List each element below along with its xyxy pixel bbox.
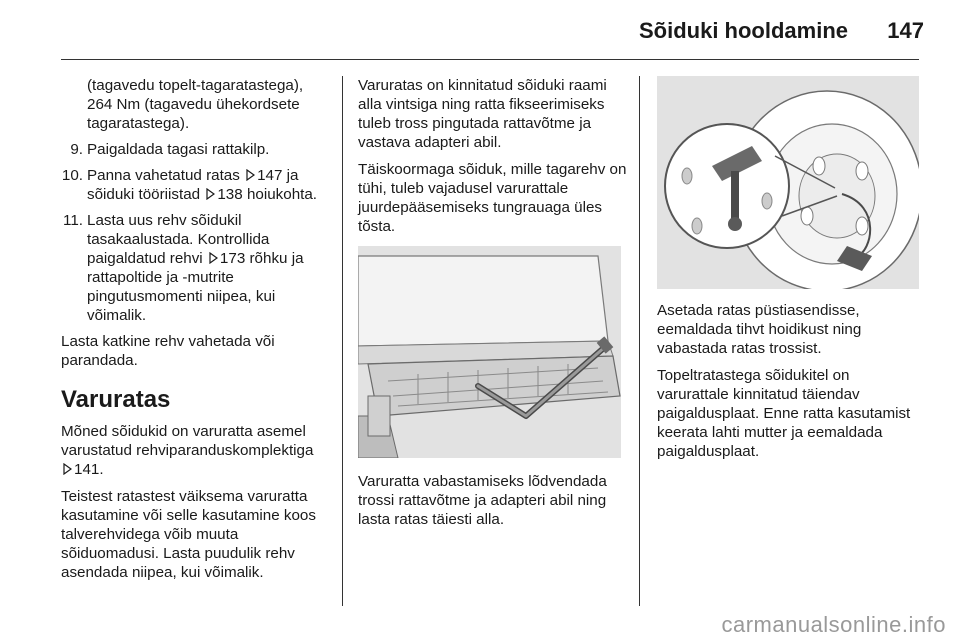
page-reference-link[interactable]: 173	[219, 250, 246, 267]
step-text: Paigaldada tagasi rattakilp.	[87, 141, 270, 158]
spare-wheel-cable-illustration	[657, 76, 919, 289]
step-text: rõhku ja rattapoltide ja -mutrite pingutusmomenti niipea, kui võimalik.	[87, 250, 304, 324]
figure-caption: Varuratta vabastamiseks lõdvendada trossi rattavõtme ja adapteri abil ning lasta ratas täiesti alla.	[358, 473, 607, 528]
step-number: 11.	[63, 212, 83, 229]
column-3	[657, 76, 919, 469]
step-number: 9.	[70, 141, 83, 158]
page-reference-link[interactable]: 147	[257, 167, 283, 184]
watermark: carmanualsonline.info	[721, 612, 946, 637]
page-reference-link[interactable]: 138	[217, 186, 243, 203]
spare-kit-paragraph	[61, 422, 329, 479]
column-2	[358, 76, 628, 537]
page-number: 147	[887, 18, 924, 43]
smaller-spare-paragraph: Teistest ratastest väiksema varuratta kasutamine või selle kasutamine koos talverehvidega võib muuta sõiduomadusi. Lasta puudulik rehv asendada niipea, kui võimalik.	[61, 488, 316, 581]
step-11	[61, 211, 329, 325]
column-divider-1	[342, 76, 343, 606]
upright-paragraph: Asetada ratas püstiasendisse, eemaldada tihvt hoidikust ning vabastada ratas trossist.	[657, 302, 862, 357]
paragraph-text: Mõned sõidukid on varuratta asemel varustatud rehviparanduskomplektiga	[61, 423, 314, 459]
header-rule	[61, 59, 919, 60]
page-reference-link[interactable]: 141.	[74, 461, 104, 478]
repair-paragraph: Lasta katkine rehv vahetada või parandada.	[61, 333, 275, 369]
wrench-under-vehicle-illustration	[358, 246, 621, 458]
page-reference-icon	[209, 252, 218, 264]
step-8-continuation: (tagavedu topelt-tagaratastega), 264 Nm (tagavedu ühekordsete tagaratastega).	[87, 77, 304, 132]
step-9	[61, 140, 329, 159]
wheel-illustration-svg	[657, 76, 919, 289]
step-text: Lasta uus rehv sõidukil tasakaalustada. Kontrollida paigaldatud rehvi	[87, 212, 270, 267]
section-heading-varuratas: Varuratas	[61, 386, 171, 413]
page-reference-icon	[206, 188, 215, 200]
column-divider-2	[639, 76, 640, 606]
twin-wheels-paragraph: Topeltratastega sõidukitel on varurattale kinnitatud täiendav paigaldusplaat. Enne ratta kasutamist keerata lahti mutter ja eemaldada paigaldusplaat.	[657, 367, 911, 460]
step-text: ja sõiduki tööriistad	[87, 167, 299, 203]
column-1	[61, 76, 329, 590]
step-number: 10.	[61, 167, 83, 184]
loaded-vehicle-paragraph: Täiskoormaga sõiduk, mille tagarehv on tühi, tuleb vajadusel varurattale juurdepääsemiseks tungrauaga üles tõsta.	[358, 161, 627, 235]
spare-mount-paragraph: Varuratas on kinnitatud sõiduki raami alla vintsiga ning ratta fikseerimiseks tuleb tross pingutada rattavõtme ja vastava adapteri abil.	[358, 77, 607, 151]
page-header-title: Sõiduki hooldamine	[638, 18, 848, 43]
wrench-illustration-svg	[358, 246, 621, 458]
page-reference-icon	[63, 463, 72, 475]
step-text: Panna vahetatud ratas	[87, 167, 240, 184]
step-text: hoiukohta.	[246, 186, 318, 203]
page-reference-icon	[246, 169, 255, 181]
step-10	[61, 166, 329, 204]
